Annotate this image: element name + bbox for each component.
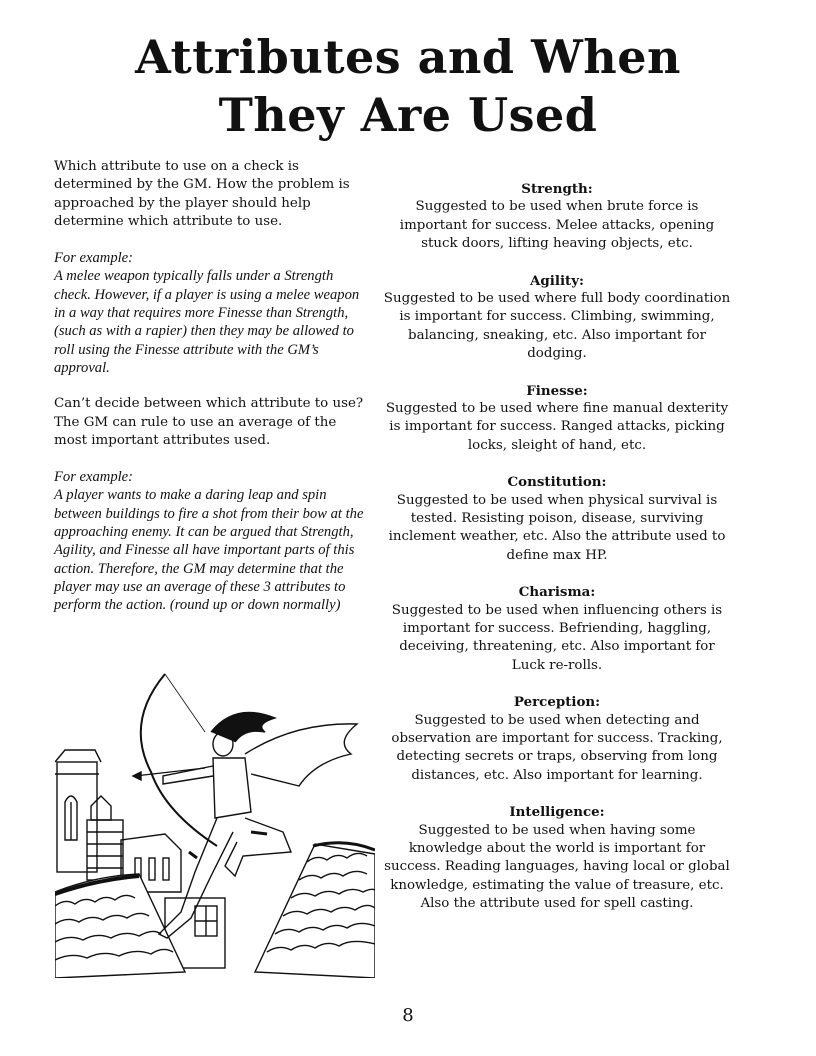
attribute-agility [382,272,732,363]
attribute-perception [382,693,732,784]
attribute-charisma [382,583,732,674]
attribute-name: Strength: [521,181,593,197]
example-2 [54,468,372,614]
left-tower [55,750,101,872]
attribute-description: Suggested to be used when influencing others is important for success. Befriending, haggling, deceiving, threatening, etc. Also important for Luck re-rolls. [391,602,723,673]
example-2-text: A player wants to make a daring leap and spin between buildings to fire a shot from their bow at the approaching enemy. It can be argued that Strength, Agility, and Finesse all have important parts of this action. Therefore, the GM may determine that the player may use an average of these 3 attributes to perform the action. (round up or down normally) [54,487,364,614]
attribute-description: Suggested to be used where fine manual dexterity is important for success. Ranged attacks, picking locks, sleight of hand, etc. [385,400,729,453]
attribute-description: Suggested to be used when brute force is important for success. Melee attacks, opening stuck doors, lifting heaving objects, etc. [399,199,715,251]
intro-paragraph: Which attribute to use on a check is determined by the GM. How the problem is approached by the player should help determine which attribute to use. [54,159,350,229]
attribute-name: Charisma: [518,584,596,601]
page-number: 8 [402,1005,414,1026]
chimney [87,796,123,880]
attribute-name: Finesse: [526,382,588,399]
title-line-1: Attributes and When [135,30,681,84]
example-1-label: For example: [54,250,134,267]
example-1-text: A melee weapon typically falls under a Strength check. However, if a player is using a melee weapon in a way that requires more Finesse than Strength, (such as with a rapier) then they may be allowed to roll using the Finesse attribute with the GM’s approval. [54,268,360,376]
attribute-intelligence [382,803,732,913]
archer-rooftop-image [55,662,375,978]
attribute-description: Suggested to be used when detecting and observation are important for success. Tracking, detecting secrets or traps, observing from long distances, etc. Also important for learning. [391,712,723,783]
attribute-description: Suggested to be used when having some knowledge about the world is important for success. Reading languages, having local or global knowledge, estimating the value of treasure, etc. Also the attribute used for spell casting. [384,822,730,911]
page-title [0,28,816,144]
right-roof-tiles [255,843,375,978]
archer-illustration [55,662,375,978]
attribute-list [382,180,732,932]
averaging-paragraph: Can’t decide between which attribute to use? The GM can rule to use an average of the most important attributes used. [54,396,364,448]
attribute-name: Agility: [530,272,584,289]
title-line-2: They Are Used [218,88,598,142]
attribute-strength [382,180,732,253]
attribute-name: Perception: [513,694,601,711]
left-column [54,158,372,633]
attribute-name: Intelligence: [509,804,605,821]
attribute-finesse [382,382,732,455]
example-1 [54,249,372,377]
attribute-constitution [382,473,732,564]
attribute-description: Suggested to be used where full body coordination is important for success. Climbing, swimming, balancing, sneaking, etc. Also important for dodging. [383,290,731,361]
attribute-name: Constitution: [507,474,607,491]
attribute-description: Suggested to be used when physical survival is tested. Resisting poison, disease, surviving inclement weather, etc. Also the attribute used to define max HP. [388,492,726,563]
example-2-label: For example: [54,469,134,486]
